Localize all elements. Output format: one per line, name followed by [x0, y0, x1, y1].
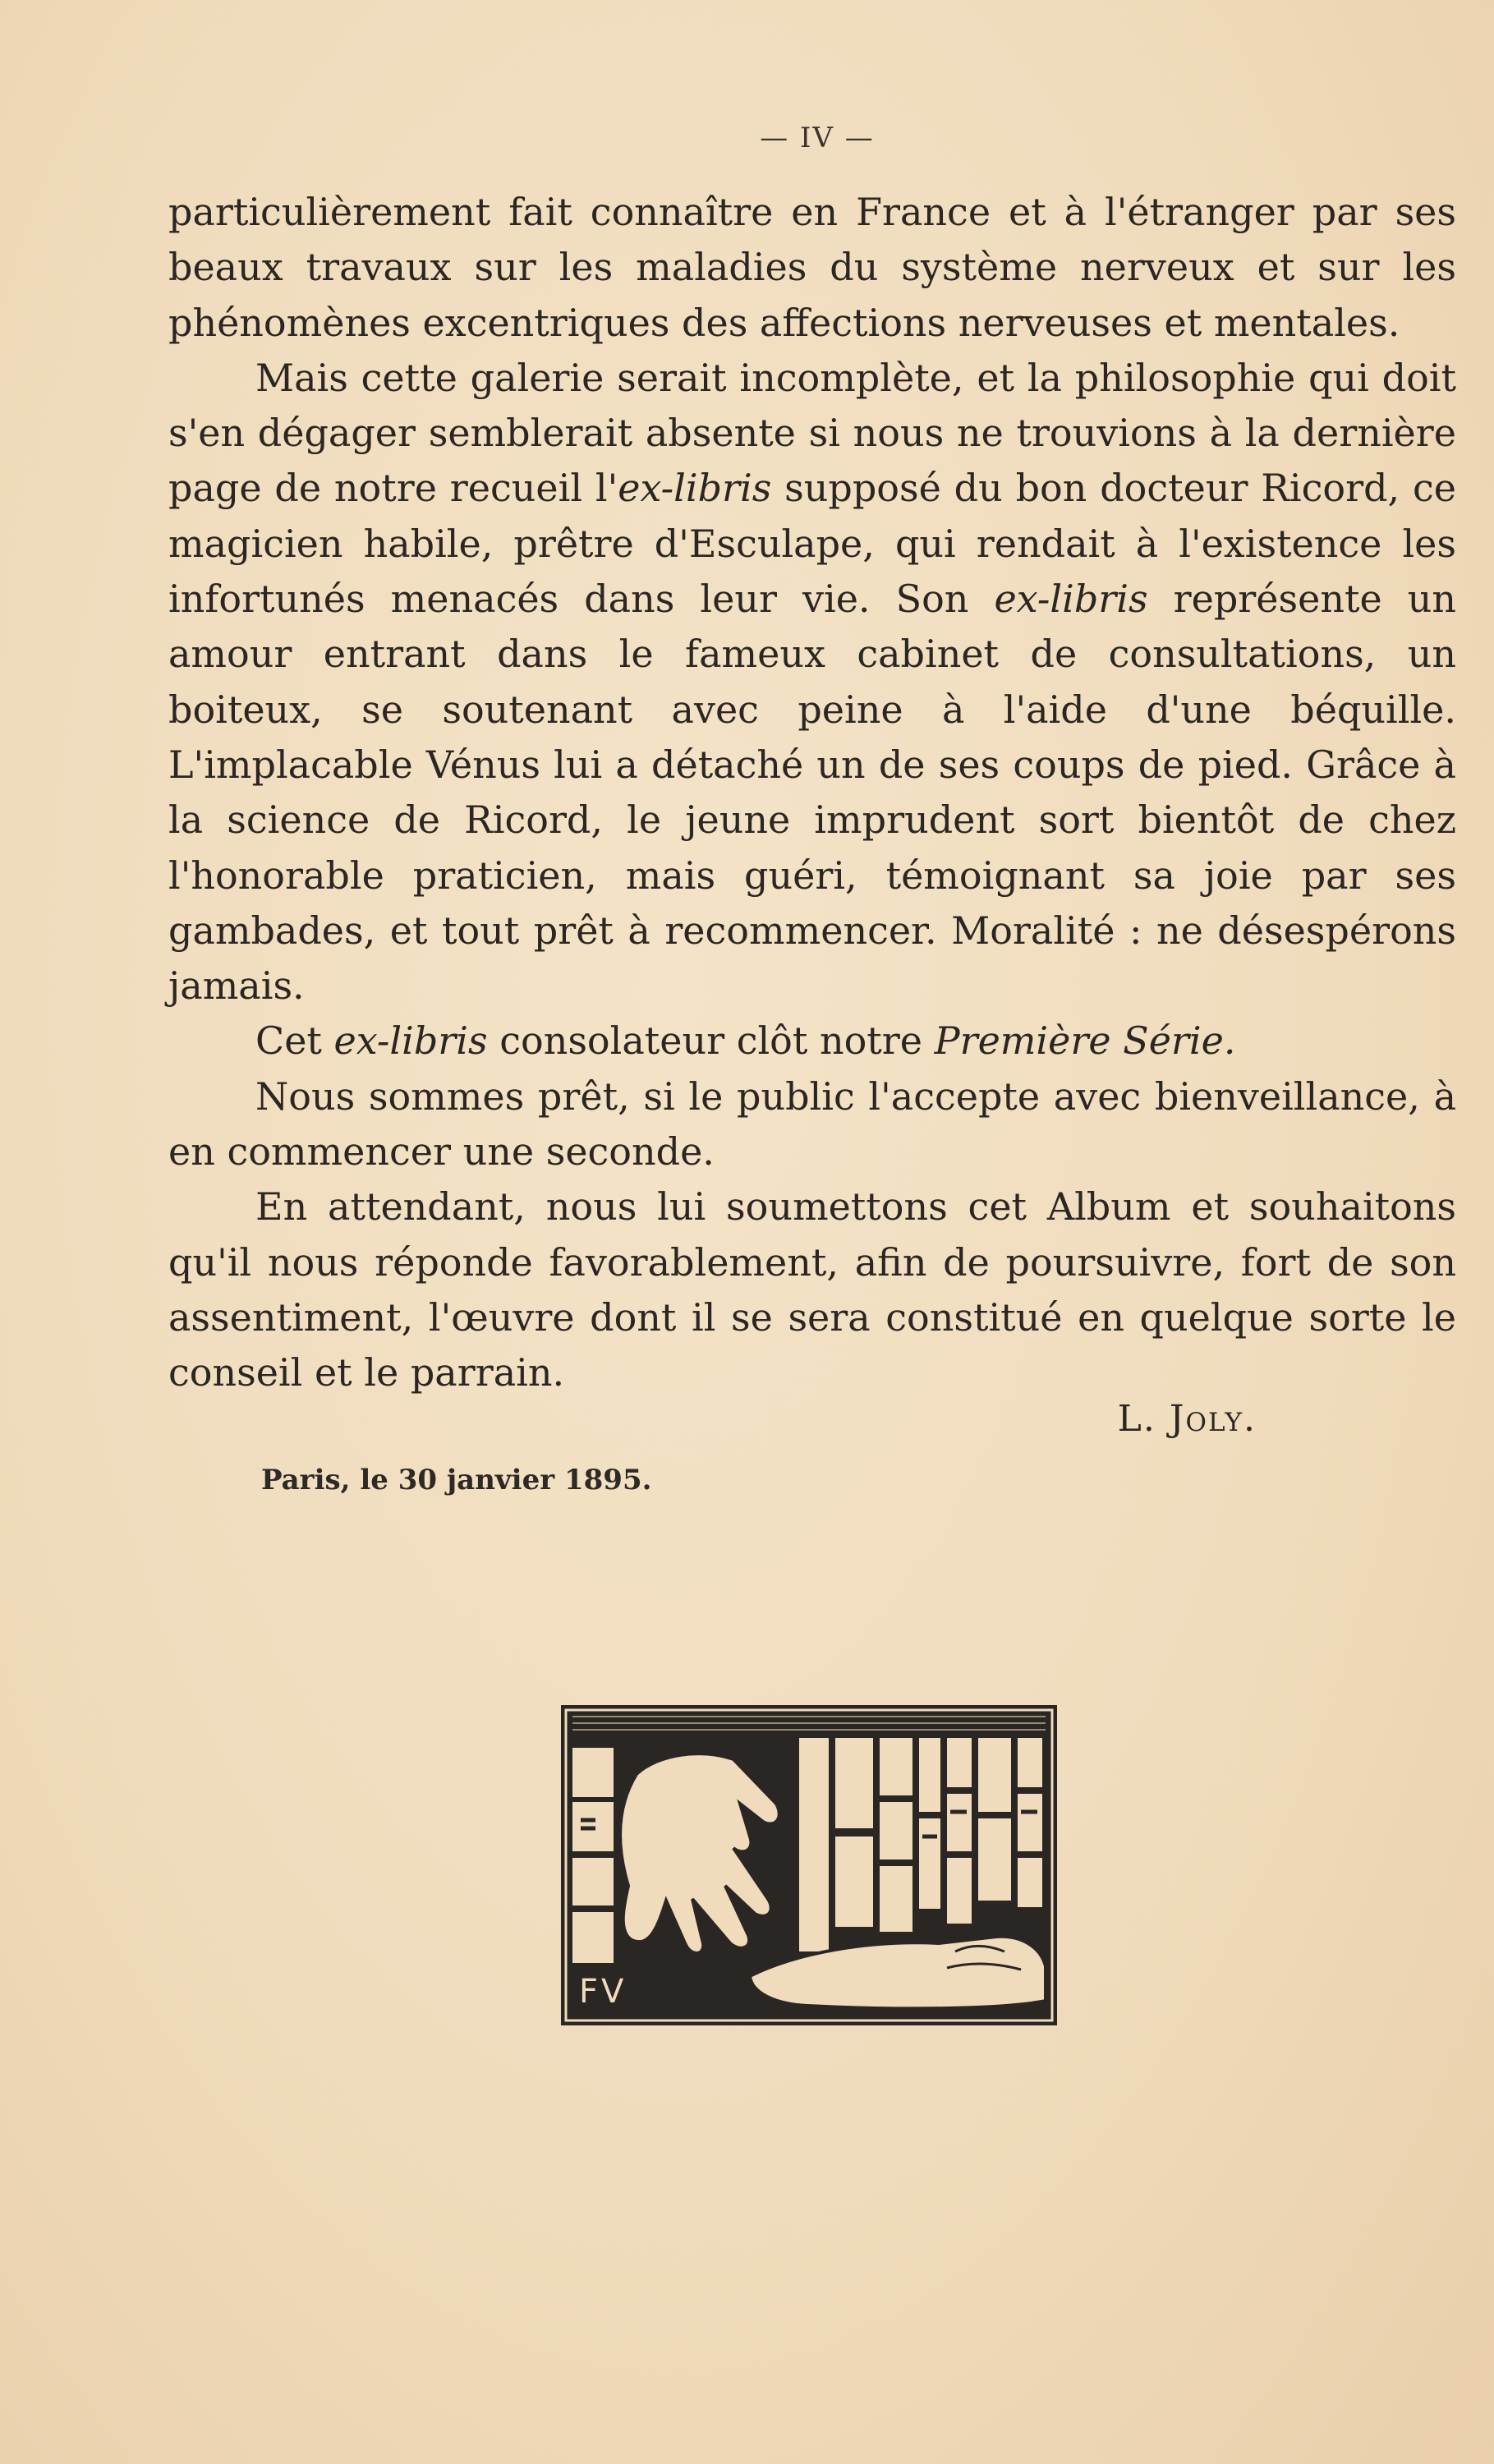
woodcut-monogram: FV — [579, 1973, 627, 2011]
body-text — [168, 185, 1456, 1401]
paragraph-2-text-a: Mais cette galerie serait incomplète, et la philosophie qui doit s'en dégager semblerait absente si nous ne trouvions à la dernière page de notre recueil l' — [168, 355, 1456, 511]
dateline: Paris, le 30 janvier 1895. — [261, 1464, 652, 1496]
paragraph-3-emphasis-1: ex-libris — [333, 1018, 488, 1064]
paragraph-5 — [168, 1179, 1456, 1400]
paragraph-2-emphasis-1: ex-libris — [618, 466, 772, 511]
paragraph-2-text-c: représente un amour entrant dans le fameux cabinet de consultations, un boiteux, se soutenant avec peine à l'aide d'une béquille. L'implacable Vénus lui a détaché un de ses coups de pied. Grâce à la science de Ricord, le jeune imprudent sort bientôt de chez l'honorable praticien, mais guéri, témoignant sa joie par ses gambades, et tout prêt à recommencer. Moralité : ne désespérons jamais. — [168, 577, 1456, 1009]
signature-initial: L. — [1117, 1398, 1156, 1440]
paragraph-3-text-a: Cet — [255, 1018, 334, 1064]
paragraph-1-text: particulièrement fait connaître en France et à l'étranger par ses beaux travaux sur les maladies du système nerveux et sur les phénomènes excentriques des affections nerveuses et mentales. — [168, 190, 1456, 345]
page-number: — IV — — [760, 122, 875, 154]
author-signature — [1010, 1398, 1257, 1440]
woodcut-image — [561, 1705, 1057, 2025]
paragraph-3-emphasis-2: Première Série. — [934, 1018, 1236, 1064]
paragraph-2 — [168, 351, 1456, 1014]
signature-name: Joly. — [1169, 1398, 1257, 1440]
paragraph-3-text-b: consolateur clôt notre — [487, 1018, 935, 1064]
paragraph-5-text: En attendant, nous lui soumettons cet Album et souhaitons qu'il nous réponde favorablement, afin de poursuivre, fort de son assentiment, l'œuvre dont il se sera constitué en quelque sorte le conseil et le parrain. — [168, 1184, 1456, 1395]
paragraph-4 — [168, 1069, 1456, 1180]
paragraph-2-text-b: supposé du bon docteur Ricord, ce magicien habile, prêtre d'Esculape, qui rendait à l'existence les infortunés menacés dans leur vie. Son — [168, 466, 1456, 622]
paragraph-1 — [168, 185, 1456, 351]
paragraph-2-emphasis-2: ex-libris — [994, 577, 1148, 622]
woodcut-vignette — [561, 1705, 1057, 2025]
paragraph-4-text: Nous sommes prêt, si le public l'accepte avec bienveillance, à en commencer une seconde. — [168, 1073, 1456, 1175]
paragraph-3 — [168, 1014, 1456, 1069]
